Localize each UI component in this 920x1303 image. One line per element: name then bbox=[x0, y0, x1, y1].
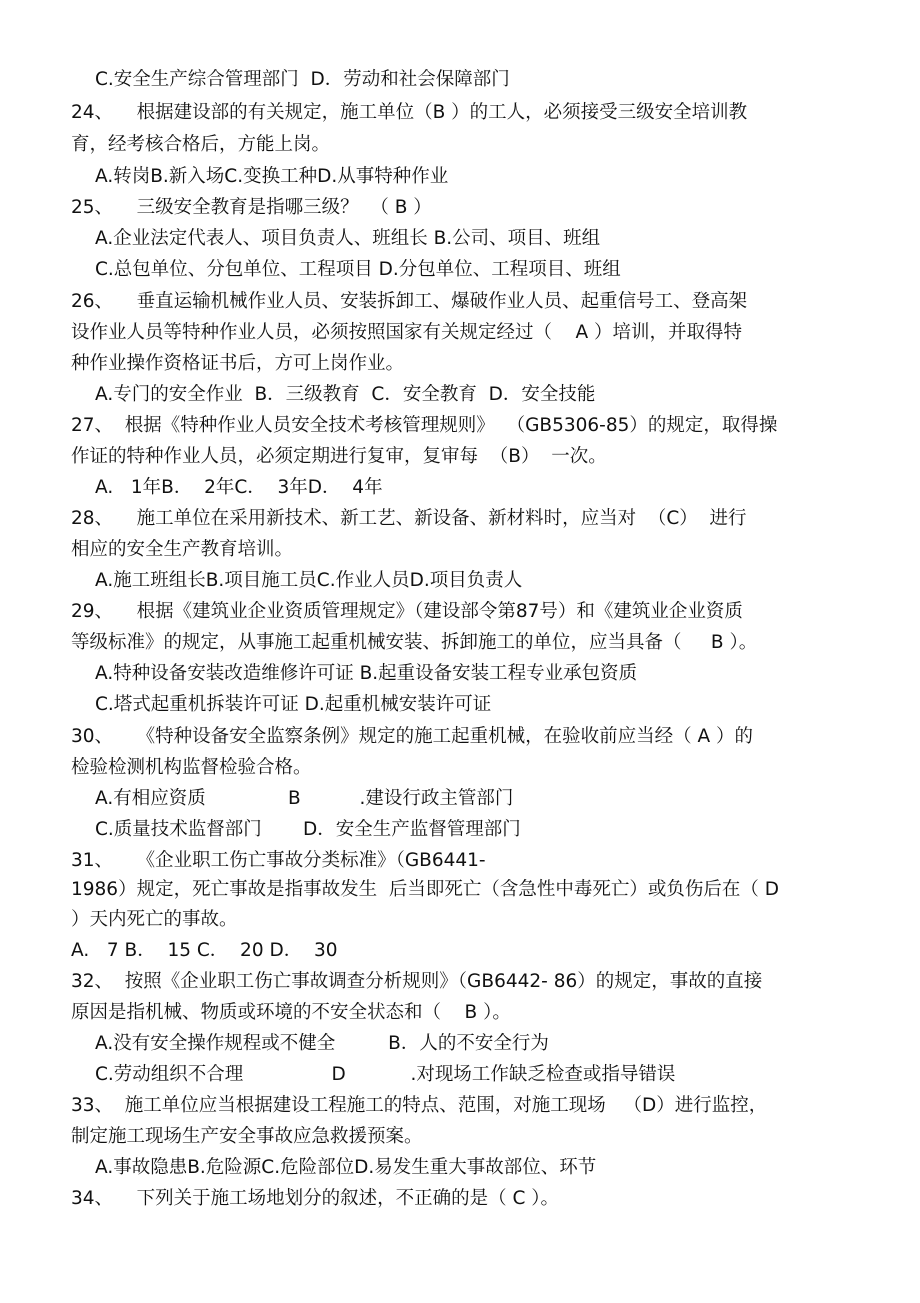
options-line: A. 7 B． 15 C． 20 D． 30 bbox=[71, 940, 338, 961]
text-line: 检验检测机构监督检验合格。 bbox=[71, 757, 312, 778]
question-31: 31、 《企业职工伤亡事故分类标准》（GB6441- bbox=[71, 850, 486, 871]
options-line: A.事故隐患B.危险源C.危险部位D.易发生重大事故部位、环节 bbox=[95, 1157, 597, 1178]
text-line: 1986）规定，死亡事故是指事故发生 后当即死亡（含急性中毒死亡）或负伤后在（ D bbox=[71, 879, 779, 900]
question-26: 26、 垂直运输机械作业人员、安装拆卸工、爆破作业人员、起重信号工、登高架 bbox=[71, 291, 748, 312]
text-line: ）天内死亡的事故。 bbox=[71, 909, 238, 930]
question-27: 27、 根据《特种作业人员安全技术考核管理规则》 （GB5306-85）的规定，取得操 bbox=[71, 415, 778, 436]
options-line: C.劳动组织不合理 D .对现场工作缺乏检查或指导错误 bbox=[95, 1064, 676, 1085]
text-line: 等级标准》的规定，从事施工起重机械安装、拆卸施工的单位，应当具备（ B ）。 bbox=[71, 632, 758, 653]
text-line: 作证的特种作业人员，必须定期进行复审，复审每 （B） 一次。 bbox=[71, 446, 607, 467]
text-line: 育，经考核合格后，方能上岗。 bbox=[71, 134, 331, 155]
question-30: 30、 《特种设备安全监察条例》规定的施工起重机械，在验收前应当经（ A ）的 bbox=[71, 726, 753, 747]
options-line: A.专门的安全作业 B．三级教育 C．安全教育 D．安全技能 bbox=[95, 384, 596, 405]
options-line: C.质量技术监督部门 D．安全生产监督管理部门 bbox=[95, 819, 521, 840]
text-line: 制定施工现场生产安全事故应急救援预案。 bbox=[71, 1126, 423, 1147]
options-line: A. 1年B． 2年C． 3年D． 4年 bbox=[95, 477, 383, 498]
question-28: 28、 施工单位在采用新技术、新工艺、新设备、新材料时，应当对 （C） 进行 bbox=[71, 508, 747, 529]
question-32: 32、 按照《企业职工伤亡事故调查分析规则》（GB6442- 86）的规定，事故的直接 bbox=[71, 971, 763, 992]
text-line: 设作业人员等特种作业人员，必须按照国家有关规定经过（ A ）培训，并取得特 bbox=[71, 322, 743, 343]
options-line: A.有相应资质 B .建设行政主管部门 bbox=[95, 788, 514, 809]
options-line: A.转岗B.新入场C.变换工种D.从事特种作业 bbox=[95, 166, 449, 187]
options-line: C.塔式起重机拆装许可证 D.起重机械安装许可证 bbox=[95, 694, 492, 715]
options-line: A.企业法定代表人、项目负责人、班组长 B.公司、项目、班组 bbox=[95, 228, 601, 249]
text-line: 相应的安全生产教育培训。 bbox=[71, 539, 294, 560]
options-line: A.特种设备安装改造维修许可证 B.起重设备安装工程专业承包资质 bbox=[95, 663, 638, 684]
question-33: 33、 施工单位应当根据建设工程施工的特点、范围，对施工现场 （D）进行监控， bbox=[71, 1095, 768, 1116]
options-line: A.没有安全操作规程或不健全 B．人的不安全行为 bbox=[95, 1033, 549, 1054]
question-34: 34、 下列关于施工场地划分的叙述，不正确的是（ C ）。 bbox=[71, 1188, 559, 1209]
options-line: C.总包单位、分包单位、工程项目 D.分包单位、工程项目、班组 bbox=[95, 259, 621, 280]
options-line: A.施工班组长B.项目施工员C.作业人员D.项目负责人 bbox=[95, 570, 523, 591]
question-24: 24、 根据建设部的有关规定，施工单位（B ）的工人，必须接受三级安全培训教 bbox=[71, 102, 748, 123]
text-line: C.安全生产综合管理部门 D．劳动和社会保障部门 bbox=[95, 69, 510, 90]
question-29: 29、 根据《建筑业企业资质管理规定》（建设部令第87号）和《建筑业企业资质 bbox=[71, 601, 743, 622]
text-line: 原因是指机械、物质或环境的不安全状态和（ B ）。 bbox=[71, 1002, 511, 1023]
question-25: 25、 三级安全教育是指哪三级？ （ B ） bbox=[71, 197, 432, 218]
text-line: 种作业操作资格证书后，方可上岗作业。 bbox=[71, 353, 405, 374]
